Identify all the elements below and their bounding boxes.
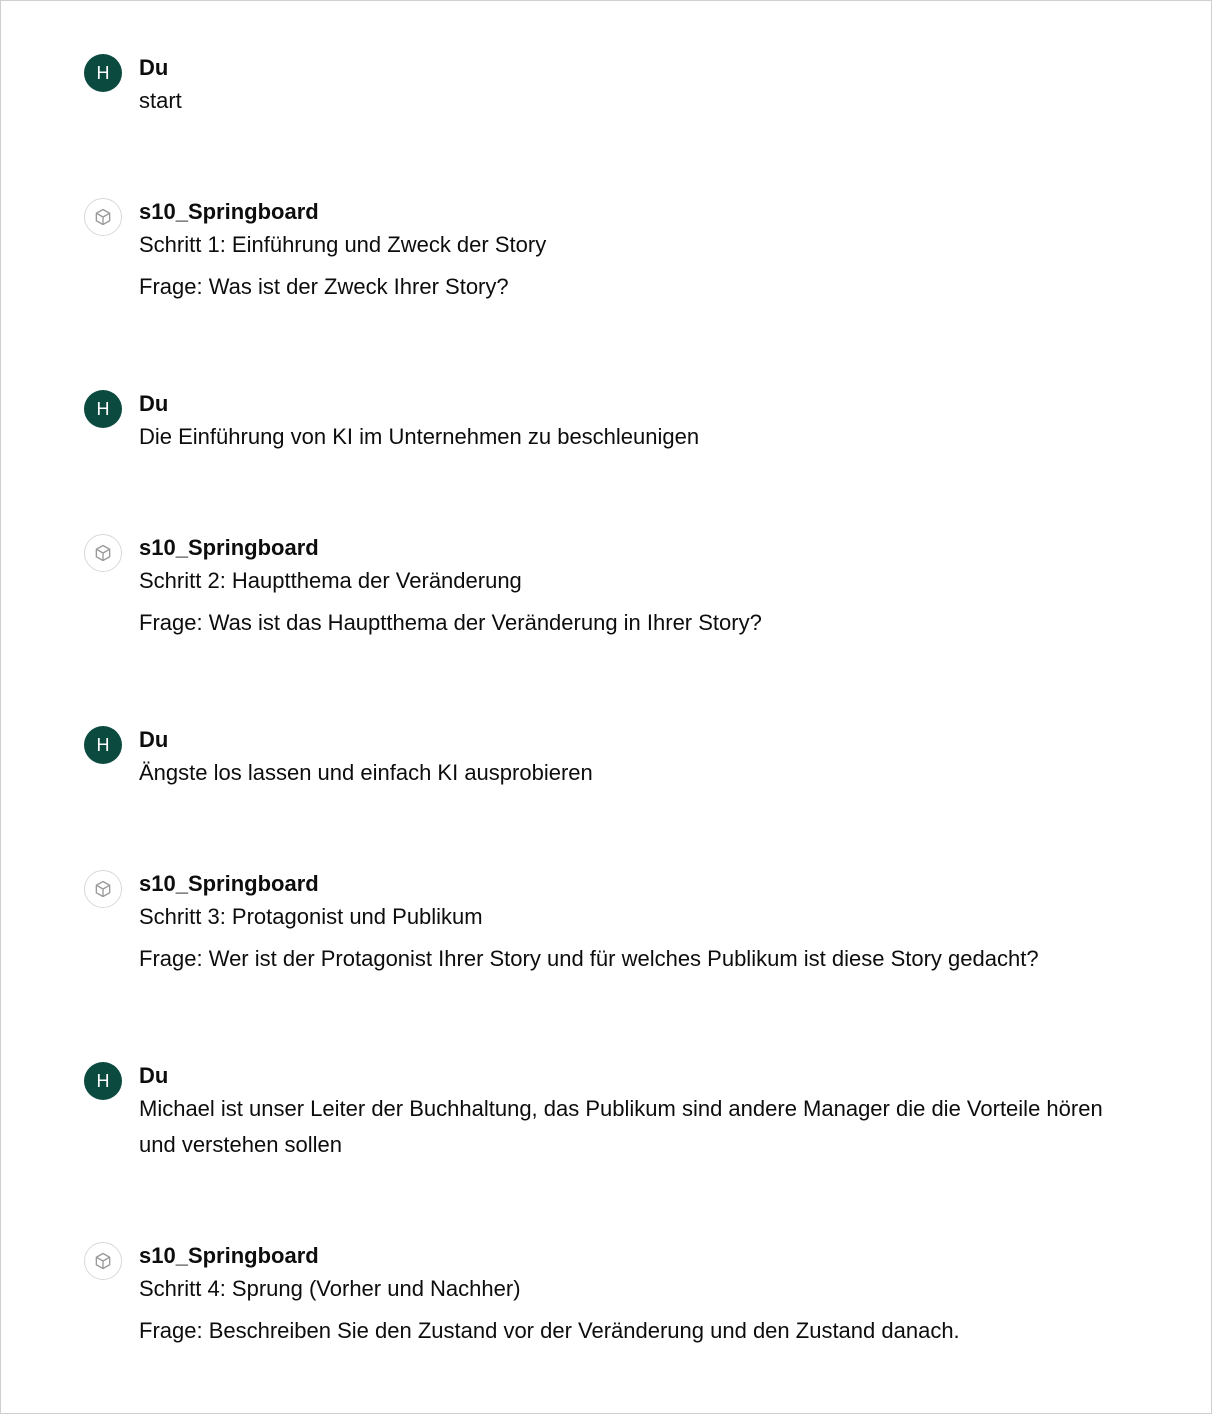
message-bot	[84, 533, 1144, 641]
message-paragraph: Die Einführung von KI im Unternehmen zu beschleunigen	[139, 424, 700, 449]
message-author: s10_Springboard	[139, 535, 319, 560]
user-avatar-letter: H	[96, 62, 110, 83]
message-paragraph: Schritt 4: Sprung (Vorher und Nachher)	[139, 1276, 521, 1301]
user-avatar-letter: H	[96, 1070, 110, 1091]
message-author: s10_Springboard	[139, 1243, 319, 1268]
message-author: Du	[139, 727, 169, 752]
user-avatar	[84, 1062, 122, 1100]
message-paragraph: Frage: Was ist der Zweck Ihrer Story?	[139, 274, 509, 299]
message-paragraph: Frage: Wer ist der Protagonist Ihrer Story und für welches Publikum ist diese Story gedacht?	[139, 946, 1039, 971]
message-paragraph: Frage: Beschreiben Sie den Zustand vor der Veränderung und den Zustand danach.	[139, 1318, 960, 1343]
message-text	[139, 83, 1144, 119]
bot-avatar	[84, 198, 122, 236]
cube-icon	[93, 543, 113, 563]
message-bot	[84, 869, 1144, 977]
message-author: Du	[139, 1063, 169, 1088]
message-author: s10_Springboard	[139, 871, 319, 896]
cube-icon	[93, 879, 113, 899]
user-avatar-letter: H	[96, 734, 110, 755]
user-avatar	[84, 54, 122, 92]
message-text	[139, 1091, 1144, 1163]
bot-avatar	[84, 870, 122, 908]
message-text	[139, 755, 1144, 791]
message-user	[84, 1061, 1144, 1163]
message-user	[84, 389, 1144, 455]
user-avatar	[84, 726, 122, 764]
message-user	[84, 725, 1144, 791]
message-user	[84, 53, 1144, 119]
message-paragraph: Ängste los lassen und einfach KI ausprobieren	[139, 760, 593, 785]
message-text	[139, 227, 1144, 305]
message-bot	[84, 197, 1144, 305]
cube-icon	[93, 1251, 113, 1271]
message-author: s10_Springboard	[139, 199, 319, 224]
message-bot	[84, 1241, 1144, 1349]
message-paragraph: start	[139, 88, 182, 113]
user-avatar-letter: H	[96, 398, 110, 419]
bot-avatar	[84, 534, 122, 572]
message-text	[139, 899, 1144, 977]
bot-avatar	[84, 1242, 122, 1280]
message-text	[139, 563, 1144, 641]
user-avatar	[84, 390, 122, 428]
message-author: Du	[139, 391, 169, 416]
message-paragraph: Schritt 3: Protagonist und Publikum	[139, 904, 483, 929]
message-paragraph: Schritt 2: Hauptthema der Veränderung	[139, 568, 522, 593]
cube-icon	[93, 207, 113, 227]
message-text	[139, 419, 1144, 455]
message-paragraph: Schritt 1: Einführung und Zweck der Story	[139, 232, 547, 257]
message-paragraph: Michael ist unser Leiter der Buchhaltung, das Publikum sind andere Manager die die Vorteile hören und verstehen sollen	[139, 1096, 1103, 1157]
message-text	[139, 1271, 1144, 1349]
message-paragraph: Frage: Was ist das Hauptthema der Veränderung in Ihrer Story?	[139, 610, 762, 635]
message-author: Du	[139, 55, 169, 80]
